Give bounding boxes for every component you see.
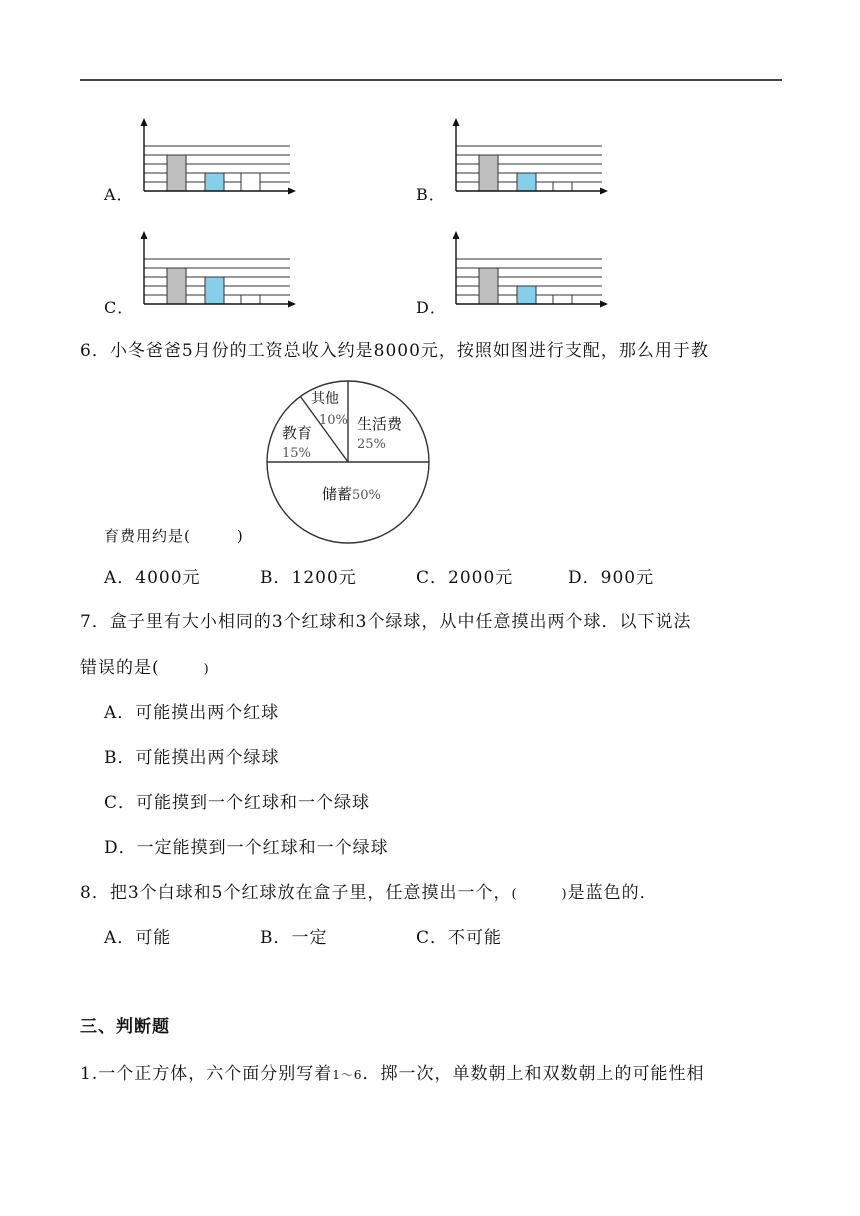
q6-option-a[interactable] (104, 570, 201, 587)
q7-stem-text: 盒子里有大小相同的3个红球和3个绿球，从中任意摸出两个球．以下说法 (109, 612, 692, 632)
q7-option-b[interactable] (104, 750, 280, 767)
bar-1 (167, 268, 186, 304)
q7-option-b-label: B． (104, 748, 136, 768)
option-d-label: D． (416, 298, 447, 317)
bar-chart-option-d (442, 231, 608, 311)
q8-paren-close: ) (561, 887, 568, 902)
bar-1 (479, 155, 498, 191)
slice-pct-savings: 50% (352, 488, 381, 503)
q7-option-a[interactable] (104, 705, 279, 722)
q7-stem-line2 (80, 660, 210, 677)
q8-option-a-text: 可能 (135, 928, 172, 948)
option-b-label: B． (416, 185, 446, 204)
s3-q1-after: ．掷一次，单数朝上和双数朝上的可能性相 (362, 1064, 705, 1084)
slice-label-education: 教育 (282, 424, 313, 442)
q8-stem (80, 885, 658, 902)
x-axis-arrow-icon (288, 188, 296, 195)
q8-stem-after: 是蓝色的． (567, 883, 658, 903)
q6-stem-line1 (80, 343, 709, 360)
x-axis-arrow-icon (288, 301, 296, 308)
q6-option-d[interactable] (568, 570, 654, 587)
q7-option-d[interactable] (104, 840, 389, 857)
x-axis-arrow-icon (600, 188, 608, 195)
q6-option-d-text: 900元 (600, 568, 655, 588)
q8-option-b[interactable] (260, 930, 328, 947)
slice-pct-living: 25% (357, 437, 386, 452)
q6-option-d-label: D． (568, 568, 601, 588)
q6-option-a-label: A． (104, 568, 136, 588)
q7-option-c-label: C． (104, 793, 137, 813)
mini-bar-chart-svg (130, 231, 296, 311)
bar-2 (517, 286, 536, 304)
q6-option-c-label: C． (416, 568, 449, 588)
bar-3 (241, 295, 260, 304)
bar-chart-option-c (130, 231, 296, 311)
q7-paren-close: ) (203, 662, 210, 677)
header-divider (80, 79, 782, 81)
q7-number: 7． (80, 612, 110, 632)
q7-stem-cont: 错误的是( (80, 658, 160, 678)
q6-option-b[interactable] (260, 570, 357, 587)
q6-number: 6． (80, 341, 110, 361)
q8-number: 8． (80, 883, 110, 903)
bar-chart-option-b (442, 118, 608, 198)
option-a-label: A． (104, 185, 134, 204)
bar-2 (205, 277, 224, 304)
x-axis-arrow-icon (600, 301, 608, 308)
y-axis-arrow-icon (141, 231, 148, 239)
s3-q1-stem (80, 1066, 705, 1083)
bar-1 (479, 268, 498, 304)
q7-option-d-text: 一定能摸到一个红球和一个绿球 (136, 838, 389, 858)
q6-stem-line2 (104, 529, 244, 544)
slice-label-other: 其他 (311, 391, 339, 407)
slice-pct-other: 10% (319, 413, 348, 428)
q6-option-b-label: B． (260, 568, 292, 588)
q7-option-a-label: A． (104, 703, 136, 723)
bar-3 (241, 173, 260, 191)
slice-pct-education: 15% (282, 446, 311, 461)
s3-q1-range: 1～6 (332, 1068, 363, 1082)
q6-stem-text: 小冬爸爸5月份的工资总收入约是8000元，按照如图进行支配，那么用于教 (109, 341, 709, 361)
slice-label-savings-name: 储蓄 (322, 485, 353, 503)
y-axis-arrow-icon (453, 118, 460, 126)
section-3-title: 三、判断题 (80, 1017, 170, 1037)
pie-chart (260, 374, 440, 546)
mini-bar-chart-svg (130, 118, 296, 198)
bar-chart-option-a (130, 118, 296, 198)
slice-label-savings (322, 485, 381, 503)
q8-option-a-label: A． (104, 928, 136, 948)
q7-option-c[interactable] (104, 795, 370, 812)
bar-1 (167, 155, 186, 191)
q7-option-c-text: 可能摸到一个红球和一个绿球 (136, 793, 371, 813)
y-axis-arrow-icon (453, 231, 460, 239)
q7-option-d-label: D． (104, 838, 137, 858)
s3-q1-number: 1. (80, 1064, 99, 1084)
mini-bar-chart-svg (442, 118, 608, 198)
q8-option-a[interactable] (104, 930, 171, 947)
q6-paren-close: ) (236, 527, 244, 545)
slice-label-living: 生活费 (357, 415, 403, 433)
bar-3 (553, 295, 572, 304)
q6-option-b-text: 1200元 (291, 568, 357, 588)
bar-3 (553, 182, 572, 191)
bar-2 (517, 173, 536, 191)
q8-option-c[interactable] (416, 930, 502, 947)
q8-stem-before: 把3个白球和5个红球放在盒子里，任意摸出一个， (109, 883, 512, 903)
q6-stem-cont: 育费用约是( (104, 527, 191, 545)
q8-option-c-label: C． (416, 928, 449, 948)
q7-option-b-text: 可能摸出两个绿球 (135, 748, 280, 768)
q8-option-c-text: 不可能 (448, 928, 503, 948)
q6-option-c-text: 2000元 (448, 568, 514, 588)
mini-bar-chart-svg (442, 231, 608, 311)
bar-2 (205, 173, 224, 191)
q8-option-b-label: B． (260, 928, 292, 948)
q6-option-c[interactable] (416, 570, 513, 587)
q6-option-a-text: 4000元 (135, 568, 201, 588)
q8-paren-open: ( (511, 887, 518, 902)
s3-q1-before: 一个正方体，六个面分别写着 (98, 1064, 333, 1084)
y-axis-arrow-icon (141, 118, 148, 126)
q8-option-b-text: 一定 (291, 928, 328, 948)
q7-stem-line1 (80, 614, 691, 631)
q7-option-a-text: 可能摸出两个红球 (135, 703, 280, 723)
option-c-label: C． (104, 298, 135, 317)
